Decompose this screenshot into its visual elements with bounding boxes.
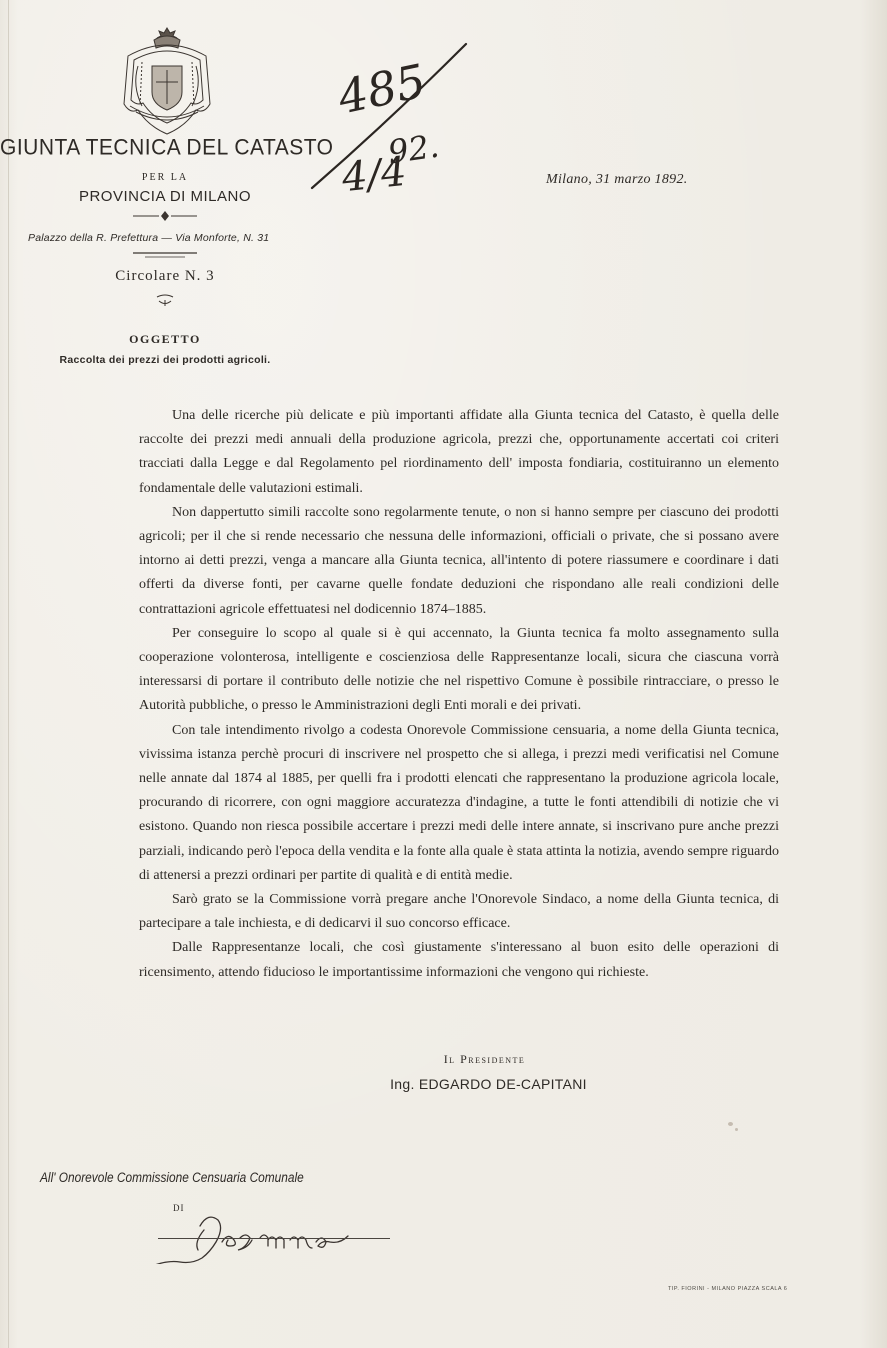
- fleuron-ornament: [155, 294, 175, 308]
- subject-label: OGGETTO: [129, 332, 201, 346]
- royal-crest-icon: [118, 26, 216, 138]
- paper-stain: [735, 1128, 738, 1131]
- office-address: Palazzo della R. Prefettura — Via Monforte, N. 31: [28, 232, 270, 244]
- president-name: Ing. EDGARDO DE-CAPITANI: [390, 1076, 587, 1092]
- institution-title: GIUNTA TECNICA DEL CATASTO: [0, 135, 334, 160]
- body-paragraph: Una delle ricerche più delicate e più importanti affidate alla Giunta tecnica del Catasto, è quella delle raccolte dei prezzi medi annuali della produzione agricola, prezzi che, opportunamente accertati coi criteri tracciati dalla Legge e dal Regolamento pel riordinamento dell' imposta fondiaria, costituiranno un elemento fondamentale delle valutazioni estimali.: [139, 408, 779, 496]
- subject-text: Raccolta dei prezzi dei prodotti agricoli.: [59, 354, 271, 366]
- handwritten-year: 92.: [385, 126, 442, 172]
- body-paragraph: Per conseguire lo scopo al quale si è qui accennato, la Giunta tecnica fa molto assegnamento sulla cooperazione volonterosa, intelligente e coscienziosa delle Rappresentanze locali, sicura che ciascuna vorrà interessarsi di portare il contributo delle notizie che nel rispettivo Comune è possibile rintracciare, o presso le Autorità pubbliche, o presso le Amministrazioni degli Enti morali e dei privati.: [139, 625, 779, 714]
- body-paragraph: Sarò grato se la Commissione vorrà pregare anche l'Onorevole Sindaco, a nome della Giunta tecnica, di partecipare a tale inchiesta, e di dedicarvi il suo concorso efficace.: [139, 892, 779, 932]
- divider-ornament: [133, 210, 197, 222]
- handwritten-day-month: 4/4: [339, 148, 409, 202]
- printer-imprint: TIP. FIORINI - MILANO PIAZZA SCALA 6: [668, 1286, 788, 1292]
- signature-line: [158, 1238, 390, 1239]
- handwritten-place-signature: [140, 1208, 380, 1264]
- province-name: PROVINCIA DI MILANO: [78, 188, 252, 205]
- letter-body: [139, 404, 779, 985]
- letter-date: Milano, 31 marzo 1892.: [546, 172, 688, 187]
- paper-stain: [728, 1122, 733, 1126]
- president-label: Il Presidente: [443, 1052, 526, 1066]
- handwritten-protocol-number: 485: [333, 53, 431, 125]
- body-paragraph: Con tale intendimento rivolgo a codesta Onorevole Commissione censuaria, a nome della Giunta tecnica, vivissima istanza perchè procuri di inscrivere nel prospetto che si allega, i prezzi medi verificatisi nel Comune nelle annate dal 1874 al 1885, per quelli fra i prodotti elencati che rappresentano la produzione agricola locale, procurando di ricorrere, con ogni maggiore accuratezza d'indagine, a tutte le fonti attendibili di notizie che vi esistono. Quando non riesca possibile accertare i prezzi medi delle intere annate, si inscrivano pure anche prezzi parziali, indicando però l'epoca della vendita e la fonte alla quale è stata attinta la notizia, avendo sempre riguardo di attenersi a prezzi ordinari per partite di qualità e di entità medie.: [139, 722, 779, 883]
- addressee-di-label: DI: [173, 1203, 185, 1213]
- circular-number: Circolare N. 3: [115, 268, 215, 284]
- body-paragraph: Non dappertutto simili raccolte sono regolarmente tenute, o non si hanno sempre per ciascuno dei prodotti agricoli; per il che si rende necessario che nessuna delle informazioni, officiali o private, che si possano avere intorno ai detti prezzi, venga a mancare alla Giunta tecnica, all'intento di potere riassumere e coordinare i dati offerti da diverse fonti, per cavarne quelle fondate deduzioni che rispondano alle reali condizioni delle contrattazioni agricole effettuatesi nel dodicennio 1874–1885.: [139, 504, 779, 617]
- body-paragraph: Dalle Rappresentanze locali, che così giustamente s'interessano al buon esito delle operazioni di ricensimento, attendo fiducioso le importantissime informazioni che vengono qui richieste.: [139, 940, 779, 980]
- per-la-label: PER LA: [141, 172, 189, 183]
- double-rule-divider: [133, 251, 197, 259]
- addressee-line: All' Onorevole Commissione Censuaria Comunale: [40, 1170, 304, 1185]
